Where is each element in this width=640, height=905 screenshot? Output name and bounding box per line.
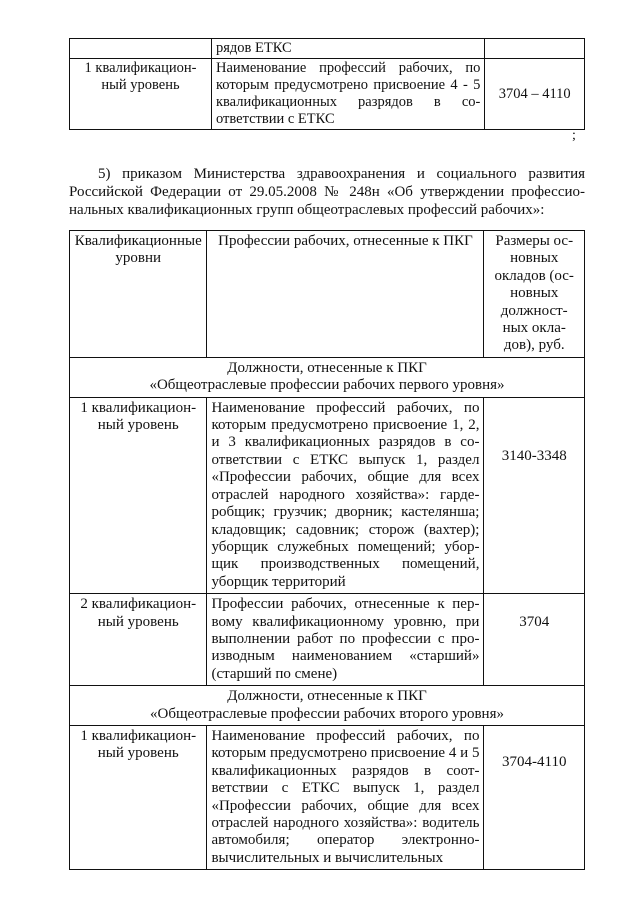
- table-cell: [485, 39, 585, 59]
- salary-cell: 3704 – 4110: [485, 59, 585, 130]
- description-cell: Профессии рабочих, отнесенные к пер-вому квалификационному уровню, при выполнении работ по профессии с про-изводным наименованием «старший» (старший по смене): [207, 594, 484, 686]
- table-cell: [70, 39, 212, 59]
- table-row: [70, 725, 585, 869]
- salary-cell: 3704: [484, 594, 585, 686]
- table-row: [70, 397, 585, 593]
- salary-cell: 3140-3348: [484, 397, 585, 593]
- group-heading-2: [70, 686, 585, 726]
- group-heading-1: [70, 357, 585, 397]
- group-heading-line: «Общеотраслевые профессии рабочих второго уровня»: [150, 705, 504, 722]
- table-cell: рядов ЕТКС: [211, 39, 484, 59]
- header-row: [70, 231, 585, 358]
- description-cell: Наименование профессий рабочих, по которым предусмотрено присвоение 1, 2, и 3 квалификационных разрядов в со-ответствии с ЕТКС выпуск 1, раздел «Профессии рабочих, общие для всех отраслей народного хозяйства»: гарде-робщик; грузчик; дворник; кастелянша; кладовщик; садовник; сторож (вахтер); уборщик служебных помещений; убор-щик производственных помещений, уборщик территорий: [207, 397, 484, 593]
- main-table: [69, 230, 585, 870]
- header-levels: Квалификационные уровни: [70, 231, 207, 358]
- group-heading-line: «Общеотраслевые профессии рабочих первого уровня»: [149, 377, 505, 394]
- header-professions: Профессии рабочих, отнесенные к ПКГ: [207, 231, 484, 358]
- semicolon: ;: [572, 128, 576, 143]
- description-cell: Наименование профессий рабочих, по которым предусмотрено присвоение 4 и 5 квалификационных разрядов в соот-ветствии с ЕТКС выпуск 1, раздел «Профессии рабочих, общие для всех отраслей народного хозяйства»: водитель автомобиля; оператор электронно-вычислительных и вычислительных: [207, 725, 484, 869]
- description-cell: Наименование профессий рабочих, по которым предусмотрено присвоение 4 - 5 квалификационных разрядов в со-ответствии с ЕТКС: [211, 59, 484, 130]
- level-cell: 1 квалификацион-ный уровень: [70, 59, 212, 130]
- level-cell: 1 квалификацион-ный уровень: [70, 725, 207, 869]
- salary-cell: 3704-4110: [484, 725, 585, 869]
- paragraph-line-2: Российской Федерации от 29.05.2008 № 248н «Об утверждении профессио-: [69, 184, 585, 200]
- continuation-table: [69, 38, 585, 130]
- table-row: [70, 39, 585, 59]
- paragraph-line-3: нальных квалификационных групп общеотраслевых профессий рабочих»:: [69, 202, 545, 218]
- level-cell: 2 квалификацион-ный уровень: [70, 594, 207, 686]
- group-row: [70, 357, 585, 397]
- group-heading-line: Должности, отнесенные к ПКГ: [227, 688, 427, 705]
- table-row: [70, 594, 585, 686]
- paragraph-line-1: 5) приказом Министерства здравоохранения и социального развития: [98, 166, 585, 182]
- level-cell: 1 квалификацион-ный уровень: [70, 397, 207, 593]
- group-heading-line: Должности, отнесенные к ПКГ: [227, 359, 427, 376]
- header-salary: Размеры ос-новных окладов (ос-новных должност-ных окла-дов), руб.: [484, 231, 585, 358]
- table-row: [70, 59, 585, 130]
- group-row: [70, 686, 585, 726]
